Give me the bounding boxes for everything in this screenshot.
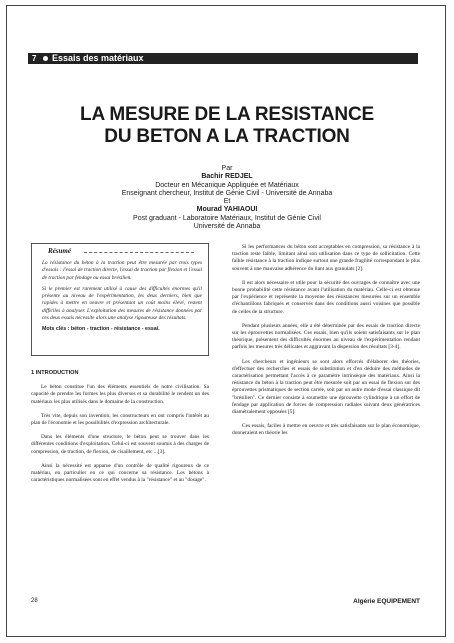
rubric-title: Essais des matériaux	[52, 53, 144, 63]
keywords: Mots clés : béton - traction - résistance - essai.	[42, 326, 160, 333]
article-title-line2: DU BETON A LA TRACTION	[104, 126, 350, 147]
section-rubric-bar	[28, 53, 418, 64]
journal-name: Algérie EQUIPEMENT	[353, 598, 420, 605]
abstract-box	[31, 243, 209, 356]
author1-title: Docteur en Mécanique Appliquée et Matériaux	[155, 181, 299, 189]
author1-name: Bachir REDJEL	[201, 173, 253, 181]
author2-name: Mourad YAHIAOUI	[196, 206, 258, 214]
intro-paragraph-4: Ainsi la nécessité est apparue d'un contrôle de qualité rigoureux de ce matériau, en particulier en ce qui concerne sa résistance. Les bétons à caractéristiques normalisées sont en effet vendus à la "résistance" et au "dosage".	[31, 462, 209, 484]
and-label: Et	[223, 198, 231, 206]
section-heading: 1 INTRODUCTION	[31, 370, 79, 376]
author2-affiliation: Université de Annaba	[193, 223, 261, 231]
body-paragraph-1: Si les performances du béton sont acceptables en compression, sa résistance à la traction reste faible, limitant ainsi son utilisation dans ce type de sollicitation. Cette faible résistance à la traction indique surtout une grande fragilité correspondant le plus souvent à une mauvaise adhérence du liant aux granulats [2].	[232, 244, 420, 272]
intro-paragraph-2: Très vite, depuis son invention, les constructeurs en ont compris l'intérêt au plan de l'économie et les possibilités d'expression architecturale.	[31, 412, 209, 427]
right-column	[232, 244, 420, 445]
body-paragraph-2: Il est alors nécessaire et utile pour la sécurité des ouvrages de connaître avec une bonne probabilité cette résistance avant l'utilisation du matériau. Celle-ci est obtenue par l'expérience et représente la moyenne des résistances mesurées sur un ensemble d'échantillons fabriqués et conservés dans des conditions aussi voisines que possible de celles de la structure.	[232, 279, 420, 315]
author2-title: Post graduant - Laboratoire Matériaux, Institut de Génie Civil	[133, 214, 321, 222]
author-block	[40, 165, 414, 231]
rubric-number: 7	[32, 54, 37, 63]
left-column	[31, 370, 209, 491]
intro-paragraph-3: Dans les éléments d'une structure, le béton peut se trouver dans les différentes conditions d'exploitation. Celui-ci est souvent soumis à des charges de compression, de traction, de flexion, de cisaillement, etc ...[3].	[31, 434, 209, 455]
article-title-line1: LA MESURE DE LA RESISTANCE	[80, 104, 374, 125]
body-paragraph-5: Ces essais, faciles à mettre en oeuvre et très satisfaisants sur le plan économique, donneraient en théorie les	[232, 423, 420, 437]
author1-affiliation: Enseignant chercheur, Institut de Génie Civil - Université de Annaba	[121, 189, 333, 197]
intro-paragraph-1: Le béton constitue l'un des éléments essentiels de notre civilisation. Sa capacité de prendre les formes les plus diverses et sa durabilité le rendent un des matériaux les plus utilisés dans le domaine de la construction.	[31, 384, 209, 405]
by-label: Par	[221, 165, 233, 172]
bullet-icon	[43, 56, 48, 61]
abstract-paragraph-1: La résistance du béton à la traction peut être mesurée par trois types d'essais : l'essai de traction directe, l'essai de traction par flexion et l'essai de traction par fendage ou essai brésilien.	[42, 260, 202, 281]
body-paragraph-4: Les chercheurs et ingénieurs se sont alors efforcés d'élaborer des théories, d'effectuer des recherches et essais de substitution et d'en déduire des méthodes de caractérisation permettant l'accès à ce paramètre intrinsèque des matériaux. Ainsi la résistance du béton à la traction peut être mesurée soit par un essai de flexion sur des éprouvettes prismatiques de section carrée, soit par un autre mode d'essai classique dit "brésilien". Ce dernier consiste à soumettre une éprouvette cylindrique à un effort de fendage par application de forces de compression radiales suivant deux génératrices diamétralement opposées [5].	[232, 358, 420, 416]
page-folio: 28	[31, 598, 38, 604]
abstract-label: Résumé	[48, 247, 71, 255]
abstract-divider	[84, 252, 194, 253]
body-paragraph-3: Pendant plusieurs années, elle a été déterminée par des essais de traction directe sur les éprouvettes normalisées. Ces essais, bien qu'ils soient satisfaisants sur le plan théorique, présentent des difficultés énormes au niveau de l'expérimentation rendant parfois les mesures très délicates et aggravant la dispersion des résultats [3-4].	[232, 322, 420, 351]
abstract-paragraph-2: Si le premier est rarement utilisé à cause des difficultés énormes qu'il présente au niveau de l'expérimentation, les deux derniers, bien que rapides à mettre en oeuvre et présentant un coût moins élevé, restent difficiles à analyser. L'exploitation des mesures de résistance données par ces deux essais nécessite alors une analyse rigoureuse des résultats.	[42, 285, 202, 322]
